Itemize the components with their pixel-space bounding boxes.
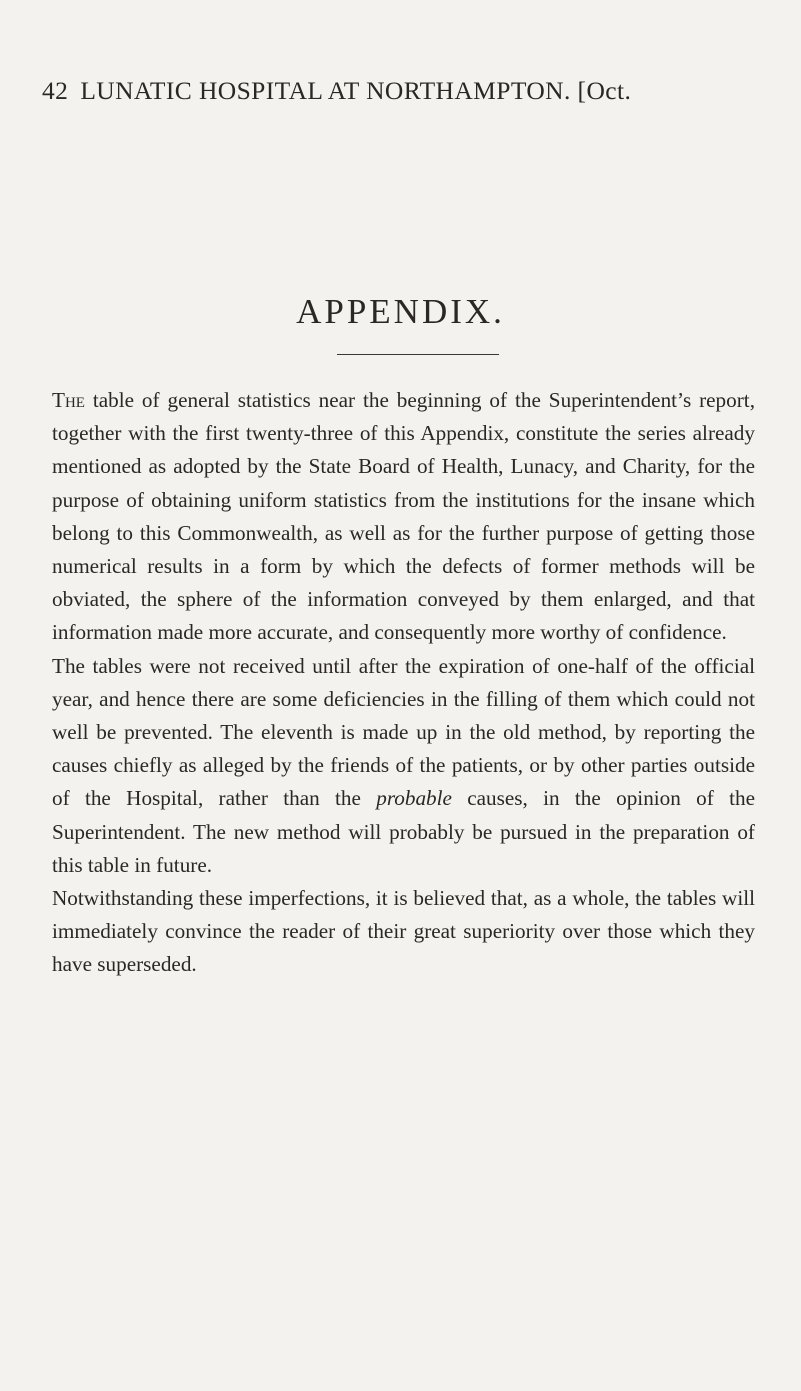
paragraph-2 <box>52 650 755 882</box>
running-title: LUNATIC HOSPITAL AT NORTHAMPTON. <box>80 76 571 105</box>
page-number: 42 <box>42 76 69 105</box>
body-text <box>52 384 755 982</box>
paragraph-2-emphasis: probable <box>376 786 452 811</box>
paragraph-2-text-after: causes, in the opinion of the Superintendent. The new method will probably be pursued in the preparation of this table in future. <box>52 786 755 877</box>
paragraph-1 <box>52 384 755 650</box>
running-head <box>42 76 770 106</box>
appendix-title: APPENDIX. <box>296 292 505 331</box>
paragraph-1-text: table of general statistics near the beginning of the Superintendent’s report, together with the first twenty-three of this Appendix, constitute the series already mentioned as adopted by the State Board of Health, Lunacy, and Charity, for the purpose of obtaining uniform statistics from the institutions for the insane which belong to this Commonwealth, as well as for the further purpose of getting those numerical results in a form by which the defects of former methods will be obviated, the sphere of the information conveyed by them enlarged, and that information made more accurate, and consequently more worthy of confidence. <box>52 388 755 645</box>
title-divider <box>337 354 499 355</box>
paragraph-2-text-before: The tables were not received until after the expiration of one-half of the official year, and hence there are some deficiencies in the filling of them which could not well be prevented. The eleventh is made up in the old method, by reporting the causes chiefly as alleged by the friends of the patients, or by other parties outside of the Hospital, rather than the <box>52 653 755 811</box>
date-mark: [Oct. <box>577 76 632 105</box>
paragraph-3-text: Notwithstanding these imperfections, it is believed that, as a whole, the tables will immediately convince the reader of their great superiority over those which they have superseded. <box>52 886 755 977</box>
paragraph-3 <box>52 882 755 982</box>
paragraph-1-lead: The <box>52 388 85 412</box>
